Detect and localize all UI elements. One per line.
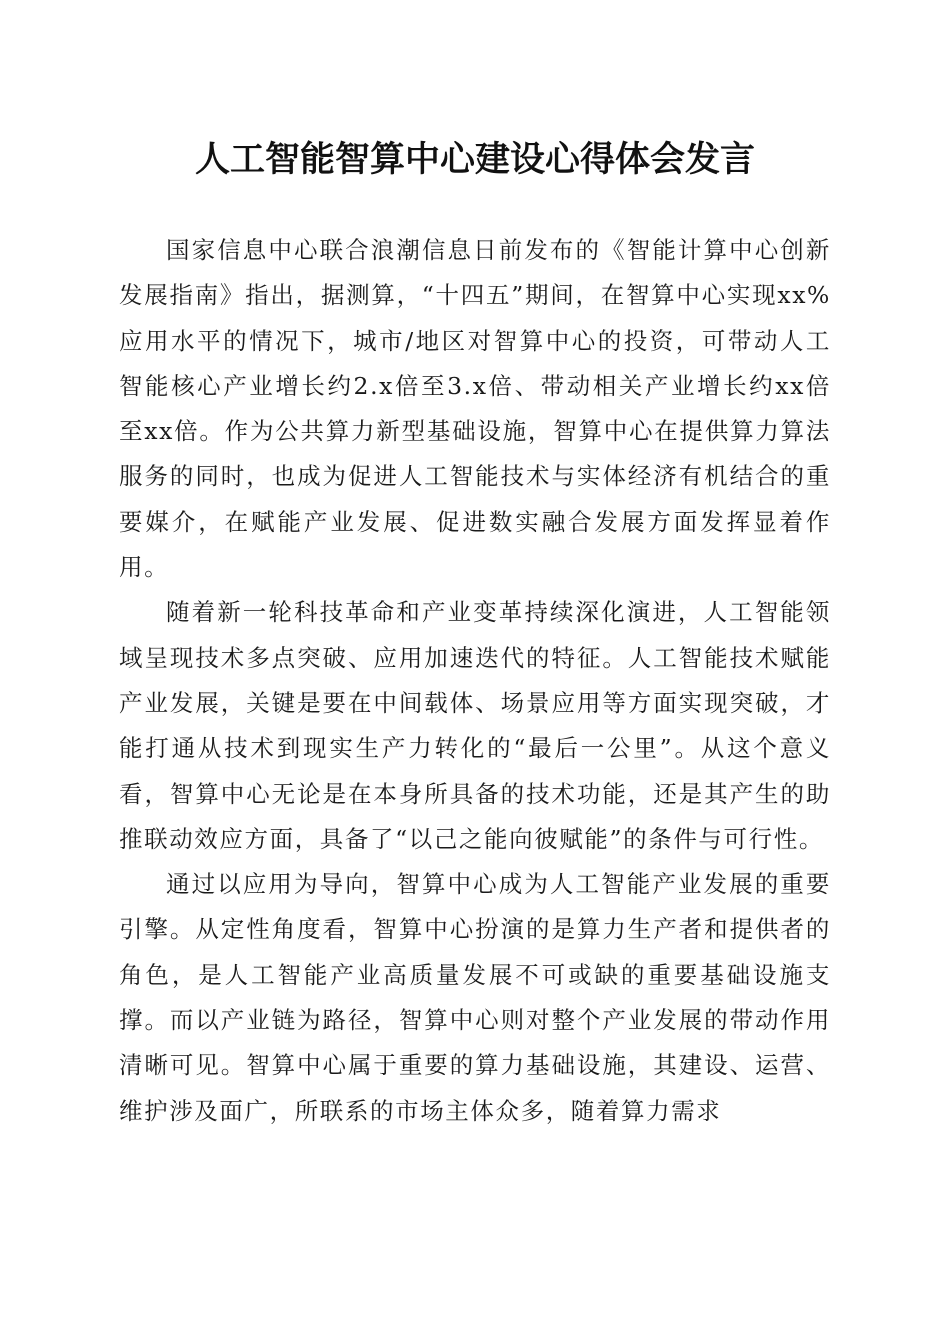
document-body xyxy=(119,228,831,1134)
paragraph-2: 随着新一轮科技革命和产业变革持续深化演进，人工智能领域呈现技术多点突破、应用加速迭代的特征。人工智能技术赋能产业发展，关键是要在中间载体、场景应用等方面实现突破，才能打通从技术到现实生产力转化的“最后一公里”。从这个意义看，智算中心无论是在本身所具备的技术功能，还是其产生的助推联动效应方面，具备了“以己之能向彼赋能”的条件与可行性。 xyxy=(119,598,831,853)
paragraph-3: 通过以应用为导向，智算中心成为人工智能产业发展的重要引擎。从定性角度看，智算中心扮演的是算力生产者和提供者的角色，是人工智能产业高质量发展不可或缺的重要基础设施支撑。而以产业链为路径，智算中心则对整个产业发展的带动作用清晰可见。智算中心属于重要的算力基础设施，其建设、运营、维护涉及面广，所联系的市场主体众多，随着算力需求 xyxy=(119,870,831,1125)
paragraph-1: 国家信息中心联合浪潮信息日前发布的《智能计算中心创新发展指南》指出，据测算，“十四五”期间，在智算中心实现xx%应用水平的情况下，城市/地区对智算中心的投资，可带动人工智能核心产业增长约2.x倍至3.x倍、带动相关产业增长约xx倍至xx倍。作为公共算力新型基础设施，智算中心在提供算力算法服务的同时，也成为促进人工智能技术与实体经济有机结合的重要媒介，在赋能产业发展、促进数实融合发展方面发挥显着作用。 xyxy=(119,236,831,582)
document-title: 人工智能智算中心建设心得体会发言 xyxy=(194,139,755,180)
